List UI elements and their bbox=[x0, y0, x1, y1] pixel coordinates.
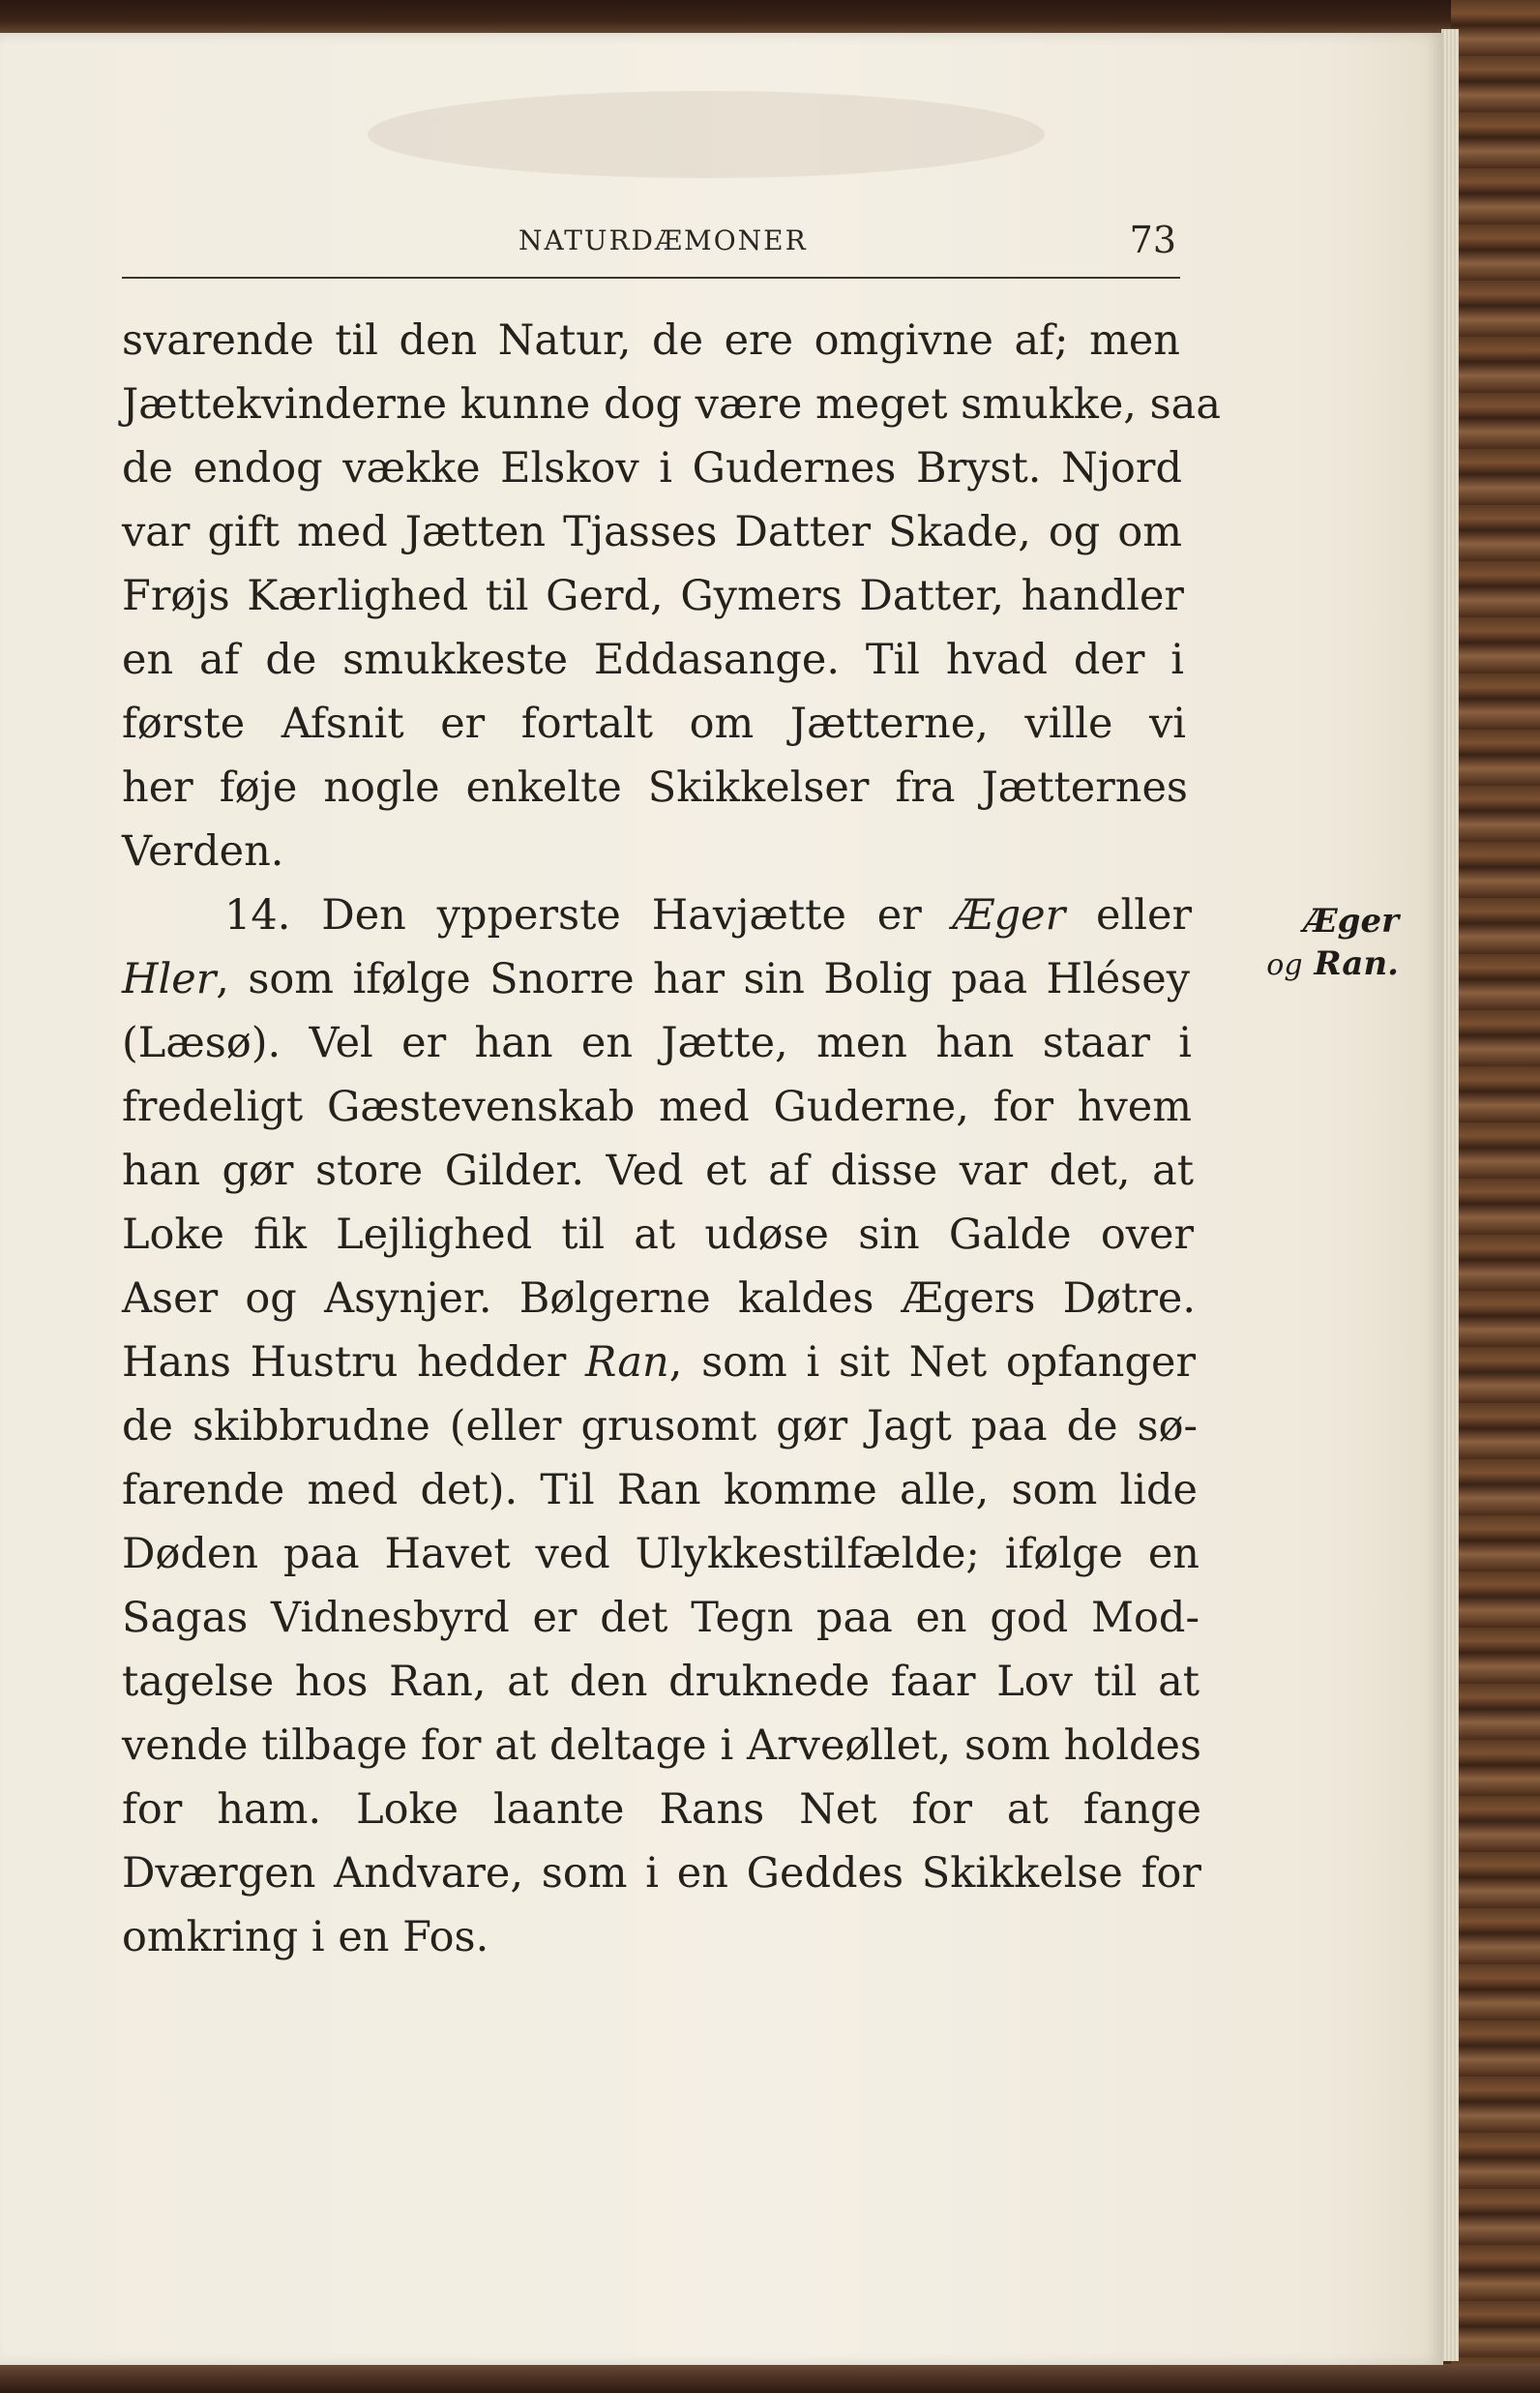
text-line: Verden. bbox=[122, 827, 284, 876]
text-line: de skibbrudne (eller grusomt gør Jagt paa de sø- bbox=[122, 1402, 1198, 1451]
text-line: Sagas Vidnesbyrd er det Tegn paa en god Mod- bbox=[122, 1594, 1199, 1642]
text-line: de endog vække Elskov i Gudernes Bryst. Njord bbox=[122, 444, 1182, 493]
margin-note-line1: Æger bbox=[1303, 902, 1399, 941]
section-number: 14. bbox=[224, 891, 291, 940]
text-line: Døden paa Havet ved Ulykkestilfælde; ifølge en bbox=[122, 1530, 1199, 1578]
running-title: NATURDÆMONER bbox=[518, 224, 808, 256]
text-line: svarende til den Natur, de ere omgivne af; men bbox=[122, 316, 1180, 365]
page-number: 73 bbox=[1129, 219, 1176, 261]
text-line: fredeligt Gæstevenskab med Guderne, for hvem bbox=[122, 1083, 1192, 1131]
margin-note-line2 bbox=[1225, 942, 1399, 987]
text-run: , som i sit Net opfanger bbox=[668, 1338, 1197, 1387]
text-line bbox=[122, 1331, 1196, 1393]
page-stain bbox=[368, 91, 1045, 178]
running-head bbox=[122, 219, 1180, 279]
text-line: tagelse hos Ran, at den druknede faar Lov til at bbox=[122, 1658, 1199, 1706]
book-edge-top bbox=[0, 0, 1540, 35]
text-line: Aser og Asynjer. Bølgerne kaldes Ægers Døtre. bbox=[122, 1274, 1196, 1323]
text-line: en af de smukkeste Eddasange. Til hvad der i bbox=[122, 636, 1184, 684]
margin-note-ran: Ran. bbox=[1314, 944, 1399, 983]
text-line: første Afsnit er fortalt om Jætterne, ville vi bbox=[122, 700, 1186, 748]
name-hler: Hler bbox=[122, 955, 217, 1003]
margin-note-og: og bbox=[1266, 948, 1303, 982]
page-fore-edge bbox=[1441, 29, 1459, 2361]
text-line: Dværgen Andvare, som i en Geddes Skikkelse for bbox=[122, 1849, 1201, 1898]
text-run: Den ypperste Havjætte er bbox=[290, 891, 953, 940]
text-line: her føje nogle enkelte Skikkelser fra Jætternes bbox=[122, 763, 1188, 812]
text-line: Frøjs Kærlighed til Gerd, Gymers Datter, handler bbox=[122, 572, 1184, 620]
text-line: Loke fik Lejlighed til at udøse sin Galde over bbox=[122, 1211, 1194, 1259]
text-line: han gør store Gilder. Ved et af disse var det, at bbox=[122, 1147, 1194, 1195]
margin-note bbox=[1225, 900, 1399, 987]
text-line: var gift med Jætten Tjasses Datter Skade, og om bbox=[122, 508, 1182, 556]
text-line: for ham. Loke laante Rans Net for at fange bbox=[122, 1785, 1201, 1834]
text-line: Jættekvinderne kunne dog være meget smukke, saa bbox=[122, 380, 1221, 429]
text-run: , som ifølge Snorre har sin Bolig paa Hlésey bbox=[216, 955, 1190, 1003]
text-line bbox=[122, 948, 1190, 1010]
name-ran: Ran bbox=[585, 1338, 669, 1387]
text-run: Hans Hustru hedder bbox=[122, 1338, 585, 1387]
book-edge-bottom bbox=[0, 2364, 1540, 2393]
text-line: (Læsø). Vel er han en Jætte, men han staar i bbox=[122, 1019, 1192, 1067]
name-aeger: Æger bbox=[952, 891, 1066, 940]
text-line: omkring i en Fos. bbox=[122, 1913, 489, 1961]
book-cover-edge bbox=[1451, 0, 1540, 2393]
text-line-paragraph-start bbox=[224, 884, 1192, 946]
text-line: farende med det). Til Ran komme alle, som lide bbox=[122, 1466, 1198, 1514]
text-run: eller bbox=[1065, 891, 1192, 940]
text-line: vende tilbage for at deltage i Arveøllet, som holdes bbox=[122, 1721, 1201, 1770]
